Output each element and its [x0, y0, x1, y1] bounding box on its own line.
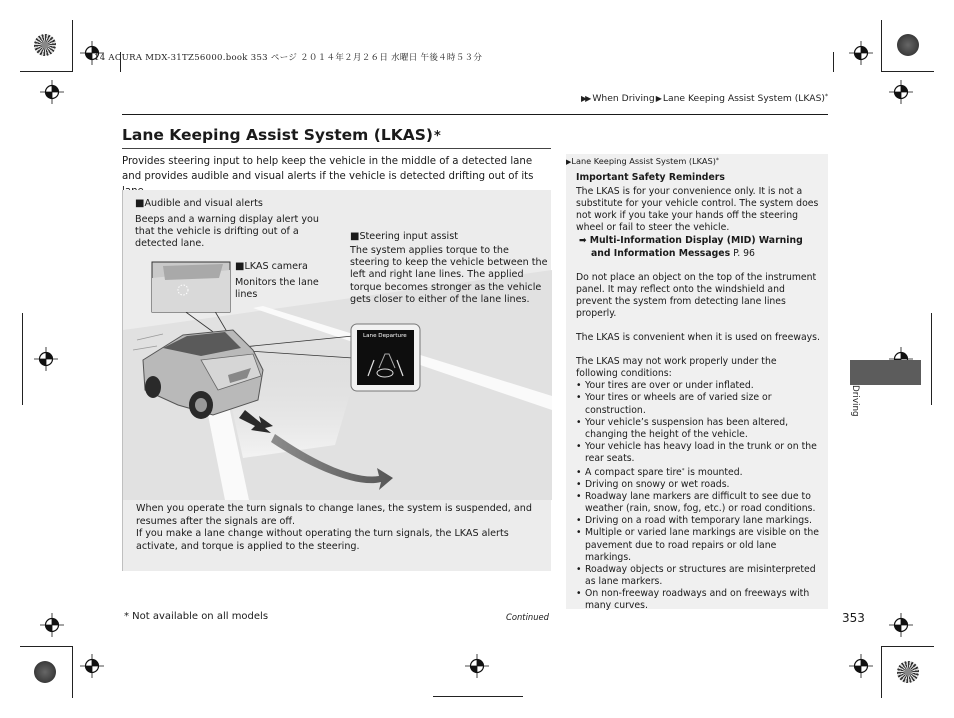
header-rule: [122, 114, 828, 115]
trim-line: [881, 646, 934, 647]
trim-line: [72, 20, 73, 72]
crosshair-mark-br2: [849, 654, 873, 678]
list-item: • A compact spare tire* is mounted.: [576, 465, 821, 479]
list-item: • Your vehicle has heavy load in the trunk or on the rear seats.: [576, 441, 821, 465]
trim-line: [22, 313, 23, 405]
list-item: • On non-freeway roadways and on freeways with many curves.: [576, 588, 821, 612]
mid-display-label: Lane Departure: [363, 333, 407, 339]
sidebar-body: [576, 172, 821, 612]
lkas-illustration-panel: [122, 190, 551, 571]
reference-arrow-icon: ➡: [579, 236, 590, 247]
breadcrumb-section[interactable]: When Driving: [592, 93, 655, 104]
square-bullet-icon: ■: [135, 198, 145, 209]
list-item: • Multiple or varied lane markings are visible on the pavement due to road repairs or old lane markings.: [576, 527, 821, 563]
crosshair-mark-bl2: [80, 654, 104, 678]
print-header: 14 ACURA MDX-31TZ56000.book 353 ページ ２０１４年２月２６日 水曜日 午後４時５３分: [94, 53, 483, 63]
crosshair-mark-ml: [34, 347, 58, 371]
registration-disc-top-left: [34, 34, 56, 56]
conditions-list: [576, 380, 821, 612]
trim-line: [881, 646, 882, 698]
crosshair-mark-bl1: [40, 613, 64, 637]
sidebar-para-1: The LKAS is for your convenience only. It is not a substitute for your vehicle control. The system does not work if you take your hands off the steering wheel or fail to steer the vehicle.: [576, 186, 819, 234]
page-title-asterisk: *: [433, 129, 441, 144]
important-heading: Important Safety Reminders: [576, 172, 725, 183]
trim-line: [20, 646, 73, 647]
trim-line: [20, 71, 73, 72]
steering-heading: ■Steering input assist: [350, 231, 458, 242]
page-number: 353: [842, 611, 865, 625]
crosshair-mark-bc: [465, 654, 489, 678]
camera-heading: ■LKAS camera: [235, 261, 308, 272]
crosshair-mark-tl2: [40, 80, 64, 104]
trim-line: [881, 20, 882, 72]
intro-paragraph: Provides steering input to help keep the vehicle in the middle of a detected lane and provides audible and visual alerts if the vehicle is detected drifting out of its: [122, 156, 534, 182]
list-item: • Your tires or wheels are of varied size or construction.: [576, 392, 821, 416]
breadcrumb-page[interactable]: Lane Keeping Assist System (LKAS): [662, 93, 825, 104]
camera-text: Monitors the lane lines: [235, 277, 319, 301]
alerts-text: Beeps and a warning display alert you that the vehicle is drifting out of a detected lane.: [135, 214, 319, 250]
alerts-heading: ■Audible and visual alerts: [135, 198, 263, 209]
sidebar-notes: [566, 154, 828, 609]
registration-disc-bottom-right: [897, 661, 919, 683]
crosshair-mark-br1: [889, 613, 913, 637]
continued-label: Continued: [506, 612, 549, 622]
sidebar-para-4: The LKAS may not work properly under the following conditions:: [576, 356, 777, 380]
title-rule: [122, 148, 551, 149]
trim-line: [72, 646, 73, 698]
list-item: • Your vehicle’s suspension has been altered, changing the height of the vehicle.: [576, 417, 821, 441]
figure-bottom-text: [136, 503, 546, 553]
crosshair-mark-tr1: [849, 41, 873, 65]
breadcrumb-asterisk: *: [825, 93, 828, 100]
driving-tab-label: Driving: [850, 385, 860, 417]
breadcrumb-arrow-icon: ▶▶: [581, 94, 590, 103]
breadcrumb-arrow-icon: ▶: [655, 94, 662, 103]
mid-reference-link[interactable]: ➡ Multi-Information Display (MID) Warning and Information Messages P. 96: [579, 235, 803, 259]
square-bullet-icon: ■: [235, 261, 245, 272]
steering-text: The system applies torque to the steering to keep the vehicle between the left and right lane lines. The applied torque becomes stronger as the vehicle gets closer to either of the lane lines.: [350, 245, 548, 305]
list-item: • Your tires are over or under inflated.: [576, 380, 821, 392]
page-title: [122, 126, 441, 144]
registration-disc-bottom-left: [34, 661, 56, 683]
camera-inset: [152, 262, 230, 312]
square-bullet-icon: ■: [350, 231, 360, 242]
trim-line: [931, 313, 932, 405]
trim-line: [833, 52, 834, 72]
crosshair-mark-tr2: [889, 80, 913, 104]
page-title-text: Lane Keeping Assist System (LKAS): [122, 126, 433, 144]
footnote: * Not available on all models: [124, 611, 269, 622]
turn-signal-note: When you operate the turn signals to change lanes, the system is suspended, and resumes after the signals are off.: [136, 503, 532, 527]
breadcrumb: [581, 93, 828, 104]
list-item: • Driving on a road with temporary lane markings.: [576, 515, 821, 527]
list-item: • Roadway objects or structures are misinterpreted as lane markers.: [576, 564, 821, 588]
list-item: • Driving on snowy or wet roads.: [576, 479, 821, 491]
sidebar-para-2: Do not place an object on the top of the instrument panel. It may reflect onto the windshield and prevent the system from detecting lane lines properly.: [576, 271, 817, 319]
trim-line: [433, 696, 523, 697]
reference-icon: ▶: [566, 158, 572, 166]
sidebar-para-3: The LKAS is convenient when it is used on freeways.: [576, 332, 820, 344]
sidebar-header: ▶Lane Keeping Assist System (LKAS)*: [566, 156, 719, 166]
list-item: • Roadway lane markers are difficult to see due to weather (rain, snow, fog, etc.) or road conditions.: [576, 491, 821, 515]
driving-section-tab[interactable]: [850, 360, 921, 385]
lane-change-note: If you make a lane change without operating the turn signals, the LKAS alerts activate, and torque is applied to the steering.: [136, 528, 509, 552]
registration-disc-top-right: [897, 34, 919, 56]
trim-line: [881, 71, 934, 72]
